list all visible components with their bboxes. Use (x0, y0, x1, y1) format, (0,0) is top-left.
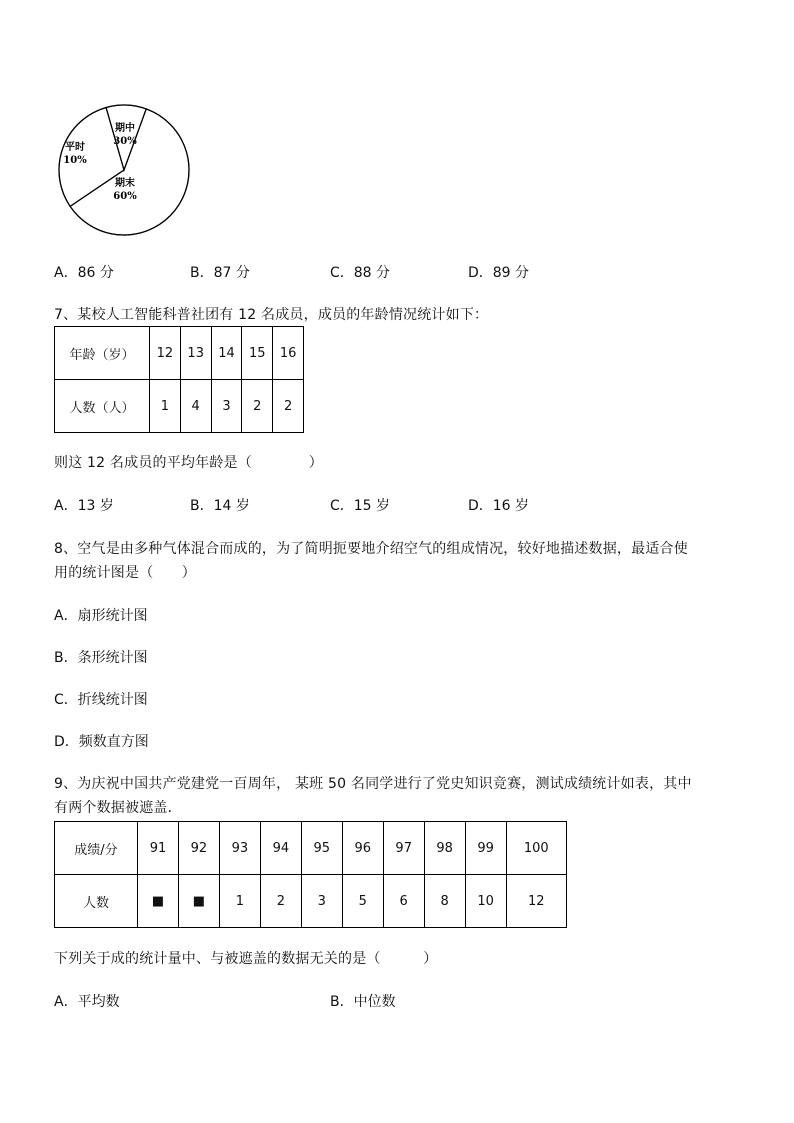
q8-option-d[interactable]: D．频数直方图 (54, 734, 149, 750)
q9-score-cell: 92 (178, 822, 219, 875)
q9-count-cell: 3 (301, 875, 342, 928)
q7-age-cell: 16 (273, 327, 304, 380)
q7-option-a[interactable]: A．13 岁 (54, 498, 114, 514)
q8-stem-line2: 用的统计图是（ ） (54, 565, 196, 581)
q9-score-cell: 93 (219, 822, 260, 875)
q9-count-cell: 10 (465, 875, 506, 928)
q6-option-d[interactable]: D．89 分 (468, 265, 530, 281)
q9-count-cell-covered: ■ (138, 875, 179, 928)
q9-score-cell: 97 (383, 822, 424, 875)
q9-stem-line1: 9、为庆祝中国共产党建党一百周年， 某班 50 名同学进行了党史知识竞赛，测试成绩统计如表，其中 (54, 776, 692, 792)
q8-stem-line1: 8、空气是由多种气体混合而成的，为了简明扼要地介绍空气的组成情况，较好地描述数据，最适合使 (54, 541, 688, 557)
pie-label-final: 期末 (115, 178, 135, 189)
q9-count-cell: 6 (383, 875, 424, 928)
q9-score-cell: 91 (138, 822, 179, 875)
q6-option-a[interactable]: A．86 分 (54, 265, 114, 281)
q9-option-b[interactable]: B．中位数 (330, 994, 396, 1010)
pie-percent-midterm: 30% (113, 136, 137, 147)
q7-row2-label: 人数（人） (55, 380, 150, 433)
q8-option-b[interactable]: B．条形统计图 (54, 650, 148, 666)
q9-row1-label: 成绩/分 (55, 822, 138, 875)
q7-option-b[interactable]: B．14 岁 (190, 498, 250, 514)
q9-count-cell: 2 (260, 875, 301, 928)
q7-option-c[interactable]: C．15 岁 (330, 498, 391, 514)
q7-row1-label: 年龄（岁） (55, 327, 150, 380)
q9-score-cell: 98 (424, 822, 465, 875)
q9-score-cell: 100 (506, 822, 566, 875)
q7-question: 则这 12 名成员的平均年龄是（ ） (54, 455, 323, 471)
q9-score-cell: 99 (465, 822, 506, 875)
q8-option-c[interactable]: C．折线统计图 (54, 692, 148, 708)
q7-count-cell: 2 (242, 380, 273, 433)
q9-count-cell: 12 (506, 875, 566, 928)
q9-row2-label: 人数 (55, 875, 138, 928)
q9-score-cell: 96 (342, 822, 383, 875)
q7-option-d[interactable]: D．16 岁 (468, 498, 530, 514)
q9-option-a[interactable]: A．平均数 (54, 994, 120, 1010)
pie-percent-daily: 10% (63, 155, 87, 166)
q9-count-cell-covered: ■ (178, 875, 219, 928)
q9-question: 下列关于成的统计量中、与被遮盖的数据无关的是（ ） (54, 951, 438, 967)
q6-option-c[interactable]: C．88 分 (330, 265, 391, 281)
q6-option-b[interactable]: B．87 分 (190, 265, 250, 281)
q9-count-cell: 1 (219, 875, 260, 928)
pie-label-midterm: 期中 (115, 123, 135, 134)
q9-score-cell: 94 (260, 822, 301, 875)
q9-count-cell: 5 (342, 875, 383, 928)
q9-count-cell: 8 (424, 875, 465, 928)
q9-score-table (54, 821, 567, 928)
q7-count-cell: 4 (180, 380, 211, 433)
q7-age-cell: 12 (150, 327, 181, 380)
q7-age-cell: 13 (180, 327, 211, 380)
pie-label-daily: 平时 (65, 142, 85, 153)
pie-chart (50, 95, 200, 245)
q7-stem: 7、某校人工智能科普社团有 12 名成员，成员的年龄情况统计如下： (54, 307, 489, 323)
q8-option-a[interactable]: A．扇形统计图 (54, 608, 148, 624)
q9-score-cell: 95 (301, 822, 342, 875)
q7-age-cell: 15 (242, 327, 273, 380)
pie-percent-final: 60% (113, 191, 137, 202)
q7-count-cell: 1 (150, 380, 181, 433)
q9-stem-line2: 有两个数据被遮盖． (54, 800, 182, 816)
q7-age-table (54, 326, 304, 433)
q7-age-cell: 14 (211, 327, 242, 380)
q7-count-cell: 2 (273, 380, 304, 433)
q7-count-cell: 3 (211, 380, 242, 433)
